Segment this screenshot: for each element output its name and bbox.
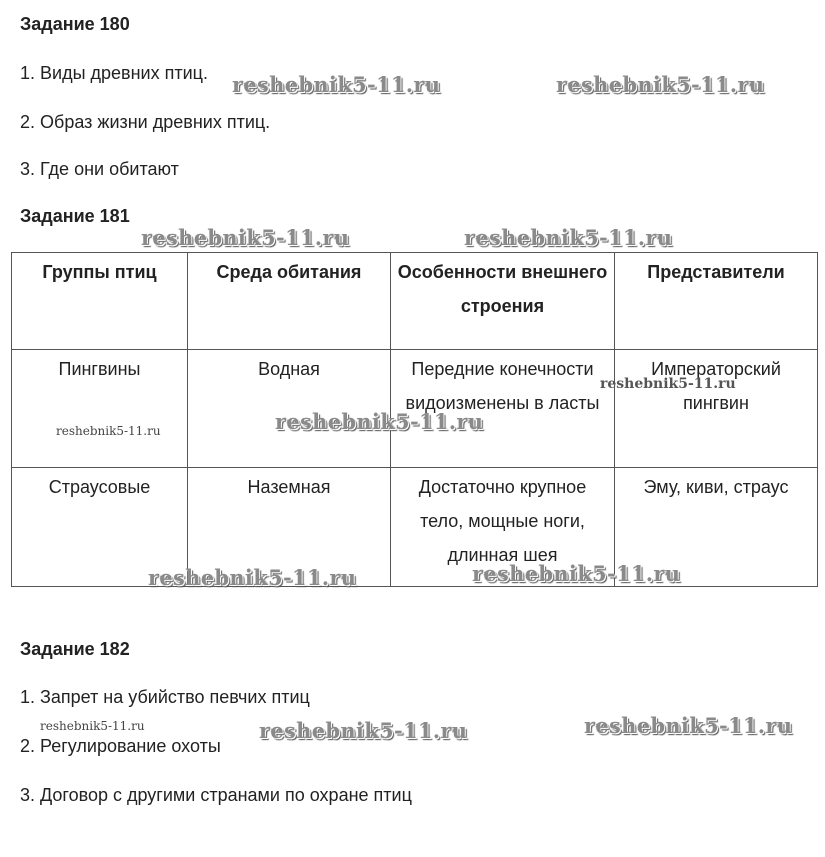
- table-cell: Передние конечности видоизменены в ласты: [391, 350, 615, 468]
- table-cell: Страусовые: [12, 468, 188, 587]
- watermark: reshebnik5-11.ru: [56, 424, 161, 438]
- table-header-cell: Группы птиц: [12, 253, 188, 350]
- table-header-row: [12, 253, 818, 350]
- watermark: reshebnik5-11.ru: [40, 719, 145, 733]
- watermark: reshebnik5-11.ru: [148, 565, 357, 590]
- table-cell: Пингвины: [12, 350, 188, 468]
- table-row: [12, 468, 818, 587]
- table-cell: Наземная: [188, 468, 391, 587]
- table-header-cell: Особенности внешнего строения: [391, 253, 615, 350]
- watermark: reshebnik5-11.ru: [584, 713, 793, 738]
- task-182-item-1: 1. Запрет на убийство певчих птиц: [20, 687, 310, 707]
- watermark: reshebnik5-11.ru: [275, 409, 484, 434]
- task-180-item-1: 1. Виды древних птиц.: [20, 63, 208, 83]
- task-180-title: Задание 180: [20, 14, 130, 34]
- table-header-cell: Представители: [615, 253, 818, 350]
- table-cell: Императорский пингвин: [615, 350, 818, 468]
- task-182-item-2: 2. Регулирование охоты: [20, 736, 221, 756]
- watermark: reshebnik5-11.ru: [232, 72, 441, 97]
- watermark: reshebnik5-11.ru: [259, 718, 468, 743]
- task-181-title: Задание 181: [20, 206, 130, 226]
- table-cell: Эму, киви, страус: [615, 468, 818, 587]
- table-cell: Достаточно крупное тело, мощные ноги, длинная шея: [391, 468, 615, 587]
- watermark: reshebnik5-11.ru: [141, 225, 350, 250]
- table-header-cell: Среда обитания: [188, 253, 391, 350]
- watermark: reshebnik5-11.ru: [464, 225, 673, 250]
- task-182-item-3: 3. Договор с другими странами по охране птиц: [20, 785, 412, 805]
- watermark: reshebnik5-11.ru: [600, 376, 736, 392]
- task-180-item-3: 3. Где они обитают: [20, 159, 179, 179]
- watermark: reshebnik5-11.ru: [556, 72, 765, 97]
- watermark: reshebnik5-11.ru: [472, 561, 681, 586]
- table-cell: Водная: [188, 350, 391, 468]
- task-180-item-2: 2. Образ жизни древних птиц.: [20, 112, 271, 132]
- task-182-title: Задание 182: [20, 639, 130, 659]
